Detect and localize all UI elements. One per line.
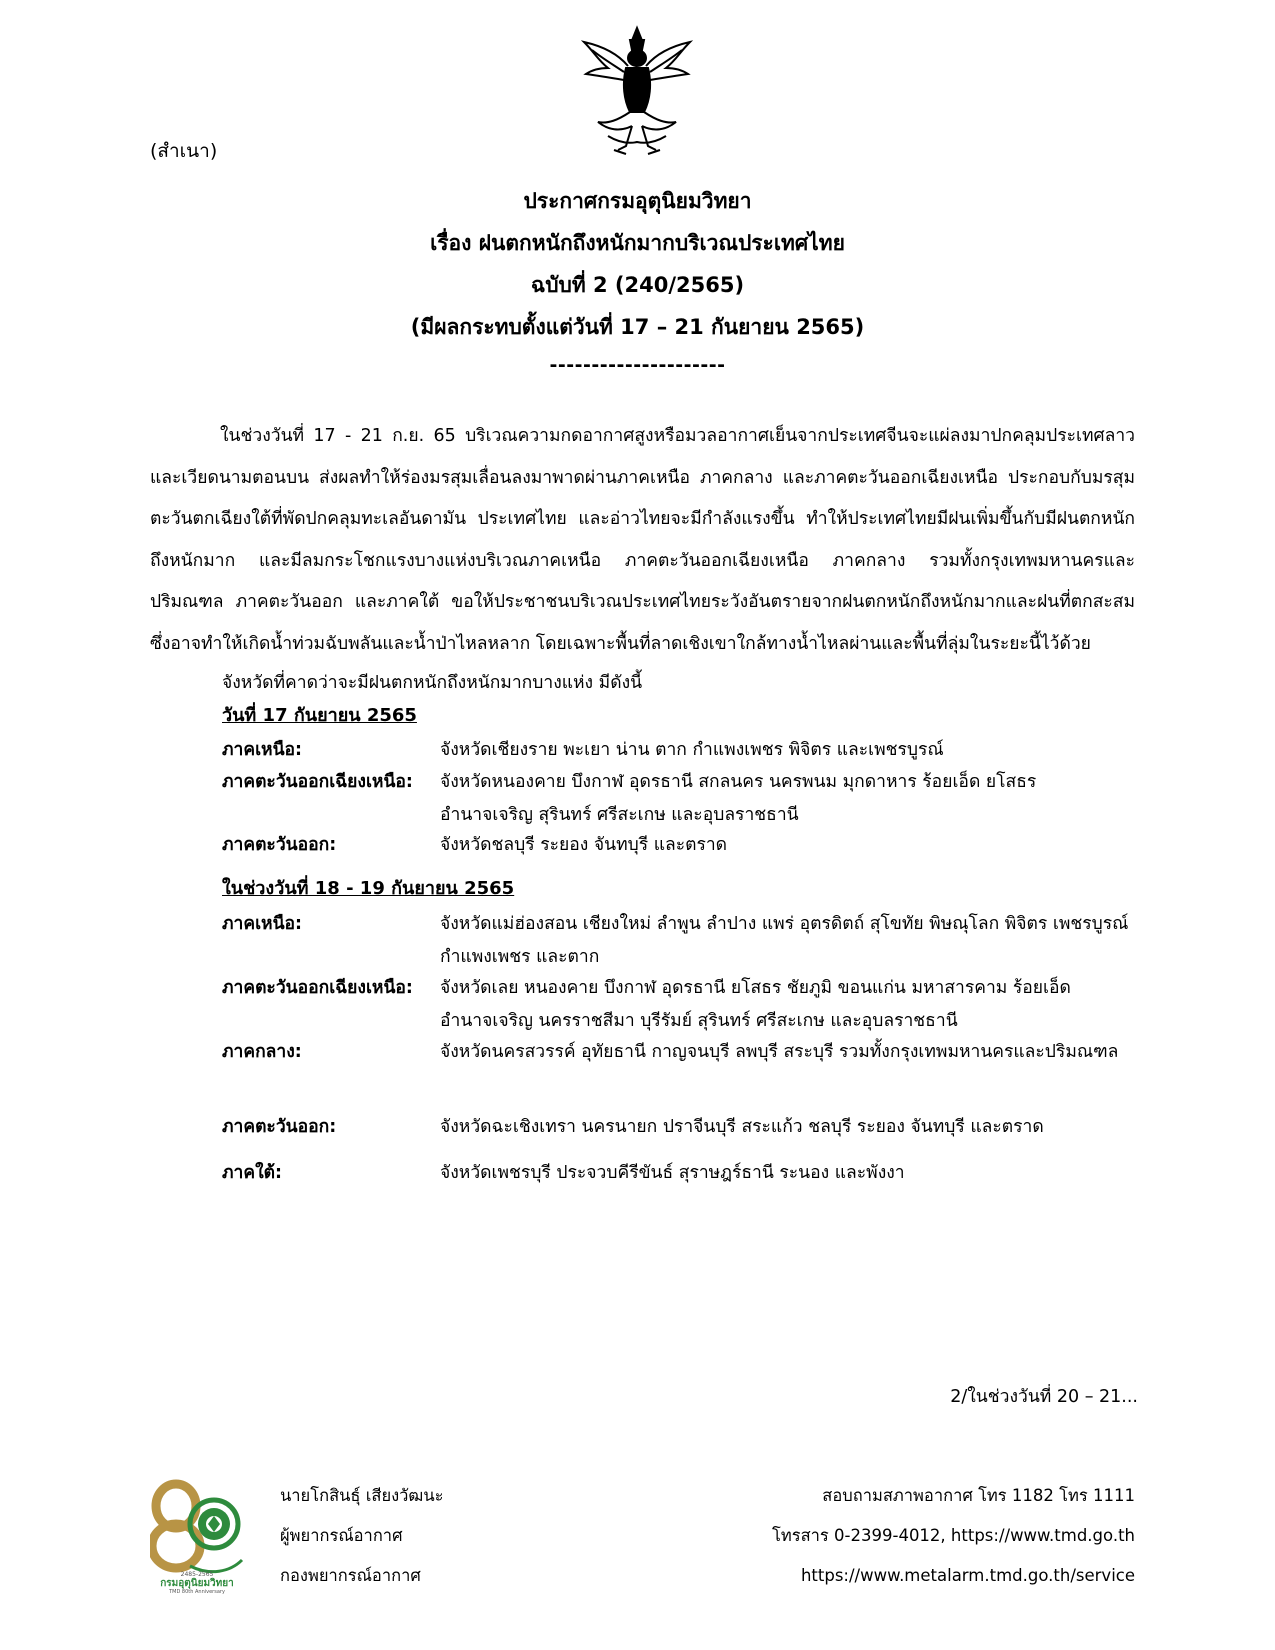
province-list: จังหวัดหนองคาย บึงกาฬ อุดรธานี สกลนคร นครพนม มุกดาหาร ร้อยเอ็ด ยโสธร อำนาจเจริญ สุรินทร์ ศรีสะเกษ และอุบลราชธานี (440, 772, 1037, 825)
section-title: วันที่ 17 กันยายน 2565 (222, 705, 417, 726)
body-paragraph: ในช่วงวันที่ 17 - 21 ก.ย. 65 บริเวณความกดอากาศสูงหรือมวลอากาศเย็นจากประเทศจีนจะแผ่ลงมาปกคลุมประเทศลาวและเวียดนามตอนบน ส่งผลทำให้ร่องมรสุมเลื่อนลงมาพาดผ่านภาคเหนือ ภาคกลาง และภาคตะวันออกเฉียงเหนือ ประกอบกับมรสุมตะวันตกเฉียงใต้ที่พัดปกคลุมทะเลอันดามัน ประเทศไทย และอ่าวไทยจะมีกำลังแรงขึ้น ทำให้ประเทศไทยมีฝนเพิ่มขึ้นกับมีฝนตกหนักถึงหนักมาก และมีลมกระโชกแรงบางแห่งบริเวณภาคเหนือ ภาคตะวันออกเฉียงเหนือ ภาคกลาง รวมทั้งกรุงเทพมหานครและปริมณฑล ภาคตะวันออก และภาคใต้ ขอให้ประชาชนบริเวณประเทศไทยระวังอันตรายจากฝนตกหนักถึงหนักมากและฝนที่ตกสะสมซึ่งอาจทำให้เกิดน้ำท่วมฉับพลันและน้ำป่าไหลหลาก โดยเฉพาะพื้นที่ลาดเชิงเขาใกล้ทางน้ำไหลผ่านและพื้นที่ลุ่มในระยะนี้ไว้ด้วย (150, 426, 1135, 654)
contact-block (772, 1476, 1135, 1596)
logo-anniversary: TMD 80th Anniversary (169, 1589, 225, 1594)
province-list: จังหวัดเลย หนองคาย บึงกาฬ อุดรธานี ยโสธร ชัยภูมิ ขอนแก่น มหาสารคาม ร้อยเอ็ด อำนาจเจริญ นครราชสีมา บุรีรัมย์ สุรินทร์ ศรีสะเกษ และอุบลราชธานี (440, 978, 1071, 1031)
contact-fax[interactable]: โทรสาร 0-2399-4012, https://www.tmd.go.th (772, 1526, 1135, 1545)
logo-years: 2485-2565 (180, 1571, 214, 1578)
region-name: ภาคใต้: (222, 1163, 282, 1183)
signer-block (280, 1476, 443, 1596)
region-name: ภาคตะวันออกเฉียงเหนือ: (222, 978, 413, 998)
contact-web-link[interactable]: https://www.metalarm.tmd.go.th/service (800, 1566, 1135, 1585)
section-title: ในช่วงวันที่ 18 - 19 กันยายน 2565 (222, 878, 515, 899)
province-list: จังหวัดนครสวรรค์ อุทัยธานี กาญจนบุรี ลพบุรี สระบุรี รวมทั้งกรุงเทพมหานครและปริมณฑล (440, 1042, 1119, 1062)
effective-dates: (มีผลกระทบตั้งแต่วันที่ 17 – 21 กันยายน 2565) (410, 315, 865, 339)
province-list: จังหวัดชลบุรี ระยอง จันทบุรี และตราด (440, 835, 728, 855)
logo-org-name: กรมอุตุนิยมวิทยา (160, 1578, 234, 1589)
signer-division: กองพยากรณ์อากาศ (280, 1566, 421, 1585)
subject-line: เรื่อง ฝนตกหนักถึงหนักมากบริเวณประเทศไทย (430, 231, 845, 255)
region-name: ภาคตะวันออก: (222, 835, 337, 855)
org-title: ประกาศกรมอุตุนิยมวิทยา (523, 189, 752, 213)
province-list: จังหวัดเชียงราย พะเยา น่าน ตาก กำแพงเพชร พิจิตร และเพชรบูรณ์ (440, 740, 944, 760)
region-name: ภาคตะวันออก: (222, 1117, 337, 1137)
region-name: ภาคเหนือ: (222, 740, 303, 760)
province-list: จังหวัดแม่ฮ่องสอน เชียงใหม่ ลำพูน ลำปาง แพร่ อุตรดิตถ์ สุโขทัย พิษณุโลก พิจิตร เพชรบูรณ์ กำแพงเพชร และตาก (440, 914, 1129, 967)
copy-label: (สำเนา) (150, 140, 218, 162)
region-name: ภาคกลาง: (222, 1042, 302, 1062)
region-name: ภาคตะวันออกเฉียงเหนือ: (222, 772, 413, 792)
province-list: จังหวัดฉะเชิงเทรา นครนายก ปราจีนบุรี สระแก้ว ชลบุรี ระยอง จันทบุรี และตราด (440, 1117, 1044, 1137)
signer-name: นายโกสินธุ์ เสียงวัฒนะ (280, 1486, 444, 1505)
province-list: จังหวัดเพชรบุรี ประจวบคีรีขันธ์ สุราษฎร์ธานี ระนอง และพังงา (440, 1163, 905, 1183)
region-name: ภาคเหนือ: (222, 914, 303, 934)
continue-note: 2/ในช่วงวันที่ 20 – 21... (950, 1387, 1138, 1407)
signer-position: ผู้พยากรณ์อากาศ (280, 1526, 403, 1545)
header-divider: --------------------- (549, 354, 726, 376)
intro-text: จังหวัดที่คาดว่าจะมีฝนตกหนักถึงหนักมากบางแห่ง มีดังนี้ (222, 673, 643, 693)
issue-number: ฉบับที่ 2 (240/2565) (530, 273, 745, 297)
tmd-anniversary-logo (150, 1476, 244, 1594)
garuda-emblem-icon (578, 24, 696, 158)
contact-phone: สอบถามสภาพอากาศ โทร 1182 โทร 1111 (822, 1486, 1135, 1505)
announcement-header (0, 180, 1275, 382)
